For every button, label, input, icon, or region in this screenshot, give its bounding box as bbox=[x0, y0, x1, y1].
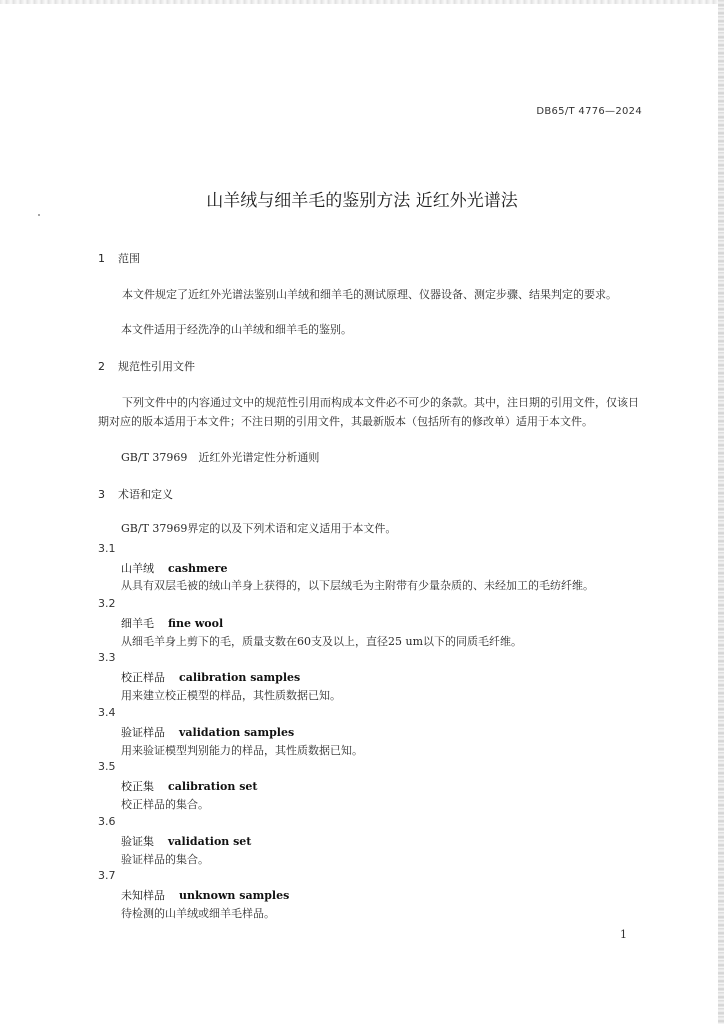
term-heading bbox=[121, 887, 289, 903]
term-number: 3.6 bbox=[98, 815, 116, 828]
term-zh: 校正样品 bbox=[121, 671, 165, 684]
term-en: calibration set bbox=[168, 780, 258, 793]
reference-entry: GB/T 37969 近红外光谱定性分析通则 bbox=[121, 451, 320, 464]
term-en: cashmere bbox=[168, 562, 228, 575]
document-title: 山羊绒与细羊毛的鉴别方法 近红外光谱法 bbox=[206, 191, 518, 211]
term-heading bbox=[121, 778, 258, 794]
term-definition: 从细毛羊身上剪下的毛，质量支数在60支及以上，直径25 um以下的同质毛纤维。 bbox=[121, 635, 523, 648]
term-number: 3.2 bbox=[98, 597, 116, 610]
document-code: DB65/T 4776—2024 bbox=[536, 106, 642, 117]
section-heading bbox=[98, 250, 140, 266]
term-en: calibration samples bbox=[179, 671, 301, 684]
term-en: unknown samples bbox=[179, 889, 290, 902]
term-zh: 山羊绒 bbox=[121, 562, 154, 575]
paragraph: GB/T 37969界定的以及下列术语和定义适用于本文件。 bbox=[121, 522, 397, 535]
term-heading bbox=[121, 833, 251, 849]
term-zh: 验证集 bbox=[121, 835, 154, 848]
section-heading bbox=[98, 358, 195, 374]
section-number: 3 bbox=[98, 488, 105, 501]
section-title: 规范性引用文件 bbox=[118, 360, 195, 373]
section-heading bbox=[98, 486, 173, 502]
term-number: 3.7 bbox=[98, 869, 116, 882]
term-heading bbox=[121, 560, 227, 576]
term-heading bbox=[121, 669, 300, 685]
term-zh: 验证样品 bbox=[121, 726, 165, 739]
scan-speck bbox=[38, 214, 40, 216]
section-number: 2 bbox=[98, 360, 105, 373]
term-zh: 校正集 bbox=[121, 780, 154, 793]
scan-top-edge bbox=[0, 0, 724, 4]
term-definition: 从具有双层毛被的绒山羊身上获得的，以下层绒毛为主附带有少量杂质的、未经加工的毛纺纤维。 bbox=[121, 579, 594, 592]
term-heading bbox=[121, 724, 294, 740]
section-title: 范围 bbox=[118, 252, 140, 265]
section-number: 1 bbox=[98, 252, 105, 265]
paragraph: 本文件适用于经洗净的山羊绒和细羊毛的鉴别。 bbox=[121, 323, 352, 336]
term-number: 3.4 bbox=[98, 706, 116, 719]
term-en: validation samples bbox=[179, 726, 295, 739]
term-definition: 用来建立校正模型的样品，其性质数据已知。 bbox=[121, 689, 341, 702]
term-definition: 待检测的山羊绒或细羊毛样品。 bbox=[121, 907, 275, 920]
paragraph: 下列文件中的内容通过文中的规范性引用而构成本文件必不可少的条款。其中，注日期的引用文件，仅该日期对应的版本适用于本文件；不注日期的引用文件，其最新版本（包括所有的修改单）适用于本文件。 bbox=[98, 396, 639, 428]
term-zh: 细羊毛 bbox=[121, 617, 154, 630]
term-definition: 验证样品的集合。 bbox=[121, 853, 209, 866]
page-number: 1 bbox=[620, 928, 627, 941]
term-number: 3.1 bbox=[98, 542, 116, 555]
term-en: fine wool bbox=[168, 617, 224, 630]
scan-right-edge bbox=[718, 0, 724, 1024]
section-title: 术语和定义 bbox=[118, 488, 173, 501]
term-definition: 用来验证模型判别能力的样品，其性质数据已知。 bbox=[121, 744, 363, 757]
term-heading bbox=[121, 615, 223, 631]
paragraph: 本文件规定了近红外光谱法鉴别山羊绒和细羊毛的测试原理、仪器设备、测定步骤、结果判定的要求。 bbox=[122, 288, 617, 301]
term-number: 3.5 bbox=[98, 760, 116, 773]
term-number: 3.3 bbox=[98, 651, 116, 664]
term-en: validation set bbox=[168, 835, 252, 848]
term-zh: 未知样品 bbox=[121, 889, 165, 902]
term-definition: 校正样品的集合。 bbox=[121, 798, 209, 811]
